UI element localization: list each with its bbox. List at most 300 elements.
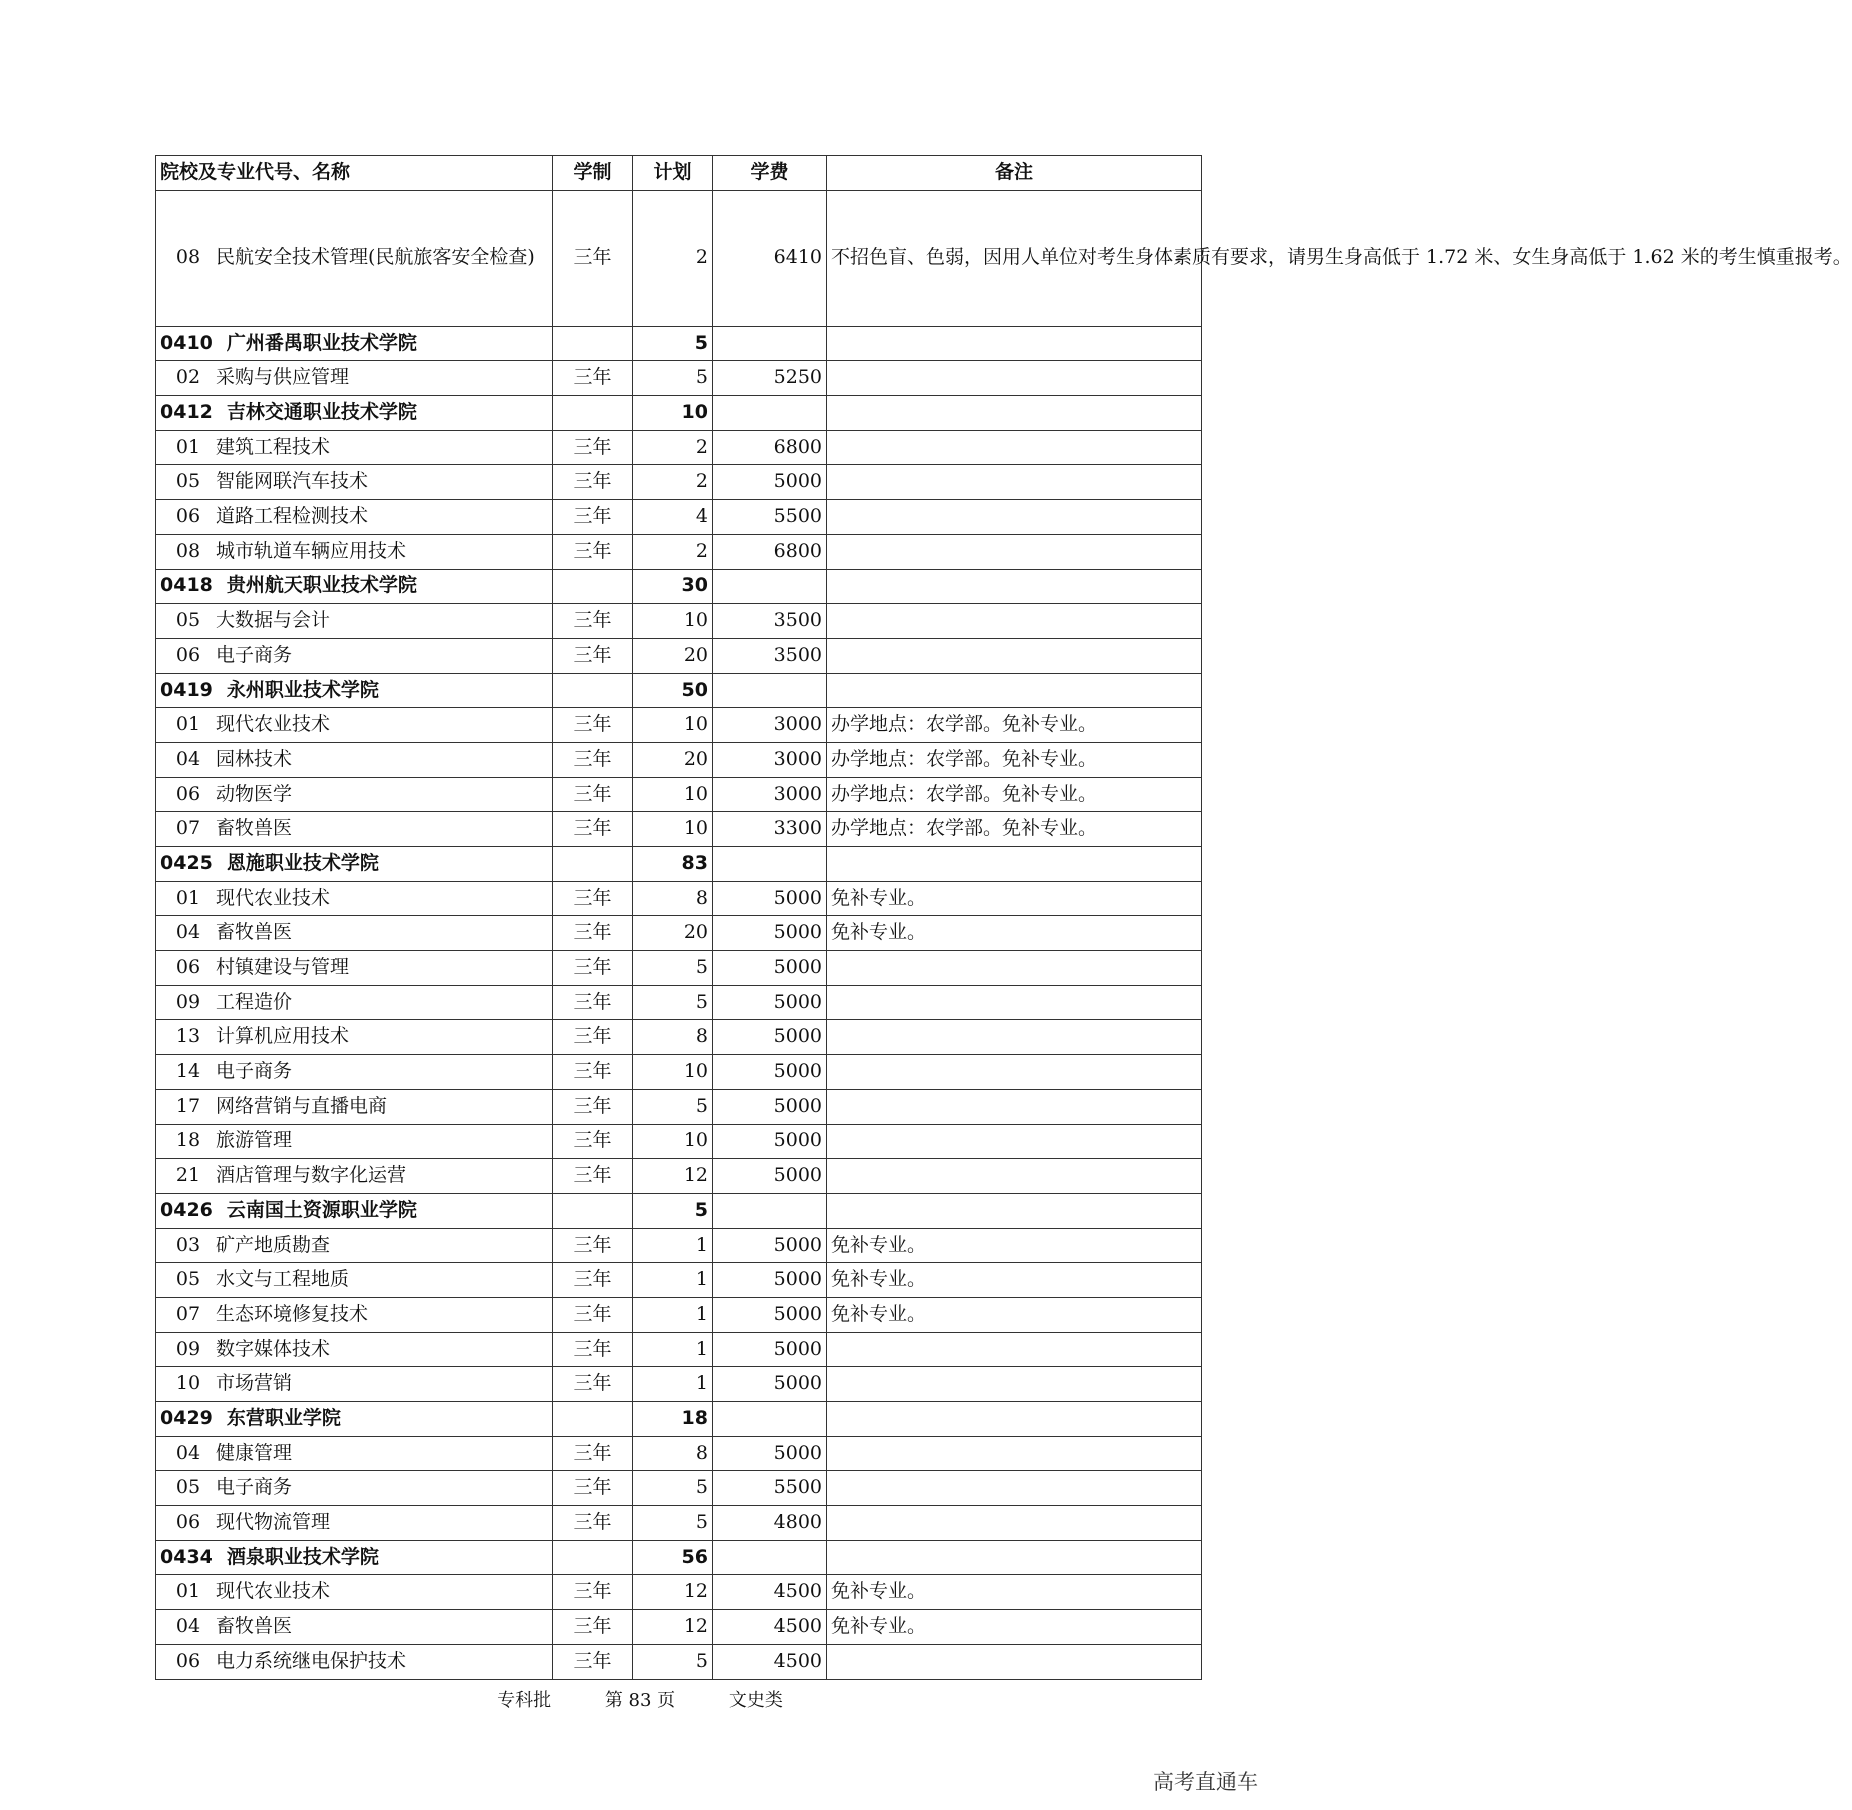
note-cell	[827, 673, 1202, 708]
school-name-cell	[156, 1193, 553, 1228]
major-name: 生态环境修复技术	[216, 1302, 369, 1325]
major-name: 水文与工程地质	[216, 1268, 350, 1291]
plan-cell: 20	[633, 916, 713, 951]
major-code: 07	[175, 817, 201, 840]
major-code: 14	[175, 1060, 201, 1083]
fee-cell: 4500	[713, 1610, 827, 1645]
note-cell	[827, 361, 1202, 396]
major-name: 民航安全技术管理(民航旅客安全检查)	[216, 246, 535, 269]
fee-cell: 6800	[713, 430, 827, 465]
major-name: 电子商务	[216, 643, 293, 666]
table-row	[156, 1367, 1202, 1402]
plan-cell: 5	[633, 1644, 713, 1679]
plan-cell: 10	[633, 604, 713, 639]
school-row	[156, 847, 1202, 882]
major-name: 畜牧兽医	[216, 921, 293, 944]
table-row	[156, 708, 1202, 743]
note-cell: 免补专业。	[827, 881, 1202, 916]
note-cell	[827, 1367, 1202, 1402]
note-cell	[827, 569, 1202, 604]
major-name: 工程造价	[216, 990, 293, 1013]
school-name-cell	[156, 673, 553, 708]
years-cell: 三年	[553, 1055, 633, 1090]
major-name: 现代物流管理	[216, 1511, 331, 1534]
plan-cell: 2	[633, 534, 713, 569]
major-code: 09	[175, 1337, 201, 1360]
major-name-cell	[156, 1332, 553, 1367]
table-row	[156, 1055, 1202, 1090]
note-cell	[827, 1193, 1202, 1228]
note-cell	[827, 500, 1202, 535]
major-name: 畜牧兽医	[216, 1615, 293, 1638]
years-cell: 三年	[553, 500, 633, 535]
fee-cell: 5250	[713, 361, 827, 396]
table-row	[156, 534, 1202, 569]
years-cell: 三年	[553, 1332, 633, 1367]
school-code: 0412	[160, 401, 213, 424]
school-code: 0429	[160, 1406, 213, 1429]
fee-cell: 5000	[713, 465, 827, 500]
major-name: 大数据与会计	[216, 609, 331, 632]
fee-cell: 5000	[713, 1332, 827, 1367]
header-fee: 学费	[713, 156, 827, 191]
fee-cell: 5000	[713, 1089, 827, 1124]
plan-cell: 5	[633, 951, 713, 986]
major-name: 计算机应用技术	[216, 1025, 350, 1048]
note-cell: 免补专业。	[827, 1575, 1202, 1610]
table-row	[156, 916, 1202, 951]
major-name-cell	[156, 1644, 553, 1679]
school-name: 恩施职业技术学院	[226, 851, 379, 874]
table-row	[156, 500, 1202, 535]
major-code: 08	[175, 246, 201, 269]
table-row	[156, 1089, 1202, 1124]
years-cell	[553, 1402, 633, 1437]
school-name: 广州番禺职业技术学院	[226, 331, 417, 354]
note-cell: 免补专业。	[827, 1263, 1202, 1298]
plan-cell: 20	[633, 742, 713, 777]
years-cell: 三年	[553, 1436, 633, 1471]
plan-cell: 56	[633, 1540, 713, 1575]
page-footer	[0, 1686, 1280, 1712]
note-cell: 办学地点：农学部。免补专业。	[827, 812, 1202, 847]
table-row	[156, 1436, 1202, 1471]
years-cell: 三年	[553, 812, 633, 847]
major-name: 电子商务	[216, 1476, 293, 1499]
table-row	[156, 361, 1202, 396]
fee-cell	[713, 847, 827, 882]
fee-cell: 3000	[713, 708, 827, 743]
major-name: 城市轨道车辆应用技术	[216, 539, 407, 562]
header-name: 院校及专业代号、名称	[156, 156, 553, 191]
major-code: 10	[175, 1372, 201, 1395]
major-code: 06	[175, 1649, 201, 1672]
years-cell	[553, 569, 633, 604]
major-name-cell	[156, 1020, 553, 1055]
major-code: 21	[175, 1164, 201, 1187]
plan-cell: 18	[633, 1402, 713, 1437]
major-name-cell	[156, 534, 553, 569]
fee-cell: 5000	[713, 1367, 827, 1402]
years-cell: 三年	[553, 1471, 633, 1506]
major-name-cell	[156, 1228, 553, 1263]
major-code: 01	[175, 1580, 201, 1603]
major-code: 04	[175, 1615, 201, 1638]
major-code: 02	[175, 366, 201, 389]
table-body	[156, 190, 1852, 1679]
plan-cell: 8	[633, 1436, 713, 1471]
major-name: 现代农业技术	[216, 1580, 331, 1603]
note-cell	[827, 396, 1202, 431]
major-name: 采购与供应管理	[216, 366, 350, 389]
school-row	[156, 326, 1202, 361]
footer-page: 第 83 页	[604, 1690, 676, 1711]
note-cell: 办学地点：农学部。免补专业。	[827, 742, 1202, 777]
major-name: 健康管理	[216, 1441, 293, 1464]
school-name-cell	[156, 569, 553, 604]
major-code: 01	[175, 886, 201, 909]
school-code: 0434	[160, 1545, 213, 1568]
major-code: 06	[175, 956, 201, 979]
school-name: 贵州航天职业技术学院	[226, 574, 417, 597]
note-cell	[827, 1159, 1202, 1194]
major-name-cell	[156, 190, 553, 326]
note-cell	[827, 1506, 1202, 1541]
major-name: 市场营销	[216, 1372, 293, 1395]
major-name-cell	[156, 777, 553, 812]
table-row	[156, 1610, 1202, 1645]
header-years: 学制	[553, 156, 633, 191]
years-cell: 三年	[553, 1644, 633, 1679]
major-name: 现代农业技术	[216, 713, 331, 736]
school-code: 0418	[160, 574, 213, 597]
years-cell: 三年	[553, 742, 633, 777]
years-cell	[553, 847, 633, 882]
note-cell: 免补专业。	[827, 1610, 1202, 1645]
school-name: 酒泉职业技术学院	[226, 1545, 379, 1568]
table-row	[156, 812, 1202, 847]
fee-cell: 6410	[713, 190, 827, 326]
fee-cell: 3500	[713, 604, 827, 639]
years-cell: 三年	[553, 1228, 633, 1263]
years-cell: 三年	[553, 534, 633, 569]
plan-cell: 10	[633, 708, 713, 743]
major-name-cell	[156, 951, 553, 986]
plan-cell: 5	[633, 1089, 713, 1124]
major-name-cell	[156, 985, 553, 1020]
table-row	[156, 742, 1202, 777]
fee-cell: 3000	[713, 742, 827, 777]
table-row	[156, 1575, 1202, 1610]
plan-cell: 2	[633, 465, 713, 500]
major-code: 04	[175, 921, 201, 944]
table-row	[156, 881, 1202, 916]
table-row	[156, 1020, 1202, 1055]
major-name: 村镇建设与管理	[216, 956, 350, 979]
school-name-cell	[156, 1540, 553, 1575]
note-cell	[827, 1540, 1202, 1575]
major-name-cell	[156, 500, 553, 535]
major-name: 电子商务	[216, 1060, 293, 1083]
years-cell	[553, 326, 633, 361]
years-cell: 三年	[553, 708, 633, 743]
major-name: 电力系统继电保护技术	[216, 1649, 407, 1672]
major-name-cell	[156, 1436, 553, 1471]
school-code: 0410	[160, 331, 213, 354]
plan-cell: 83	[633, 847, 713, 882]
fee-cell: 5000	[713, 951, 827, 986]
fee-cell: 5500	[713, 500, 827, 535]
major-name: 园林技术	[216, 747, 293, 770]
table-row	[156, 1506, 1202, 1541]
note-cell	[827, 1020, 1202, 1055]
years-cell: 三年	[553, 951, 633, 986]
fee-cell: 6800	[713, 534, 827, 569]
plan-cell: 1	[633, 1297, 713, 1332]
table-row	[156, 1159, 1202, 1194]
plan-cell: 5	[633, 326, 713, 361]
major-code: 03	[175, 1233, 201, 1256]
years-cell: 三年	[553, 1297, 633, 1332]
major-code: 13	[175, 1025, 201, 1048]
plan-cell: 50	[633, 673, 713, 708]
watermark-text: 高考直通车	[1153, 1770, 1258, 1794]
major-code: 06	[175, 782, 201, 805]
major-name-cell	[156, 465, 553, 500]
fee-cell: 5000	[713, 1020, 827, 1055]
table-row	[156, 1228, 1202, 1263]
plan-cell: 12	[633, 1159, 713, 1194]
major-code: 08	[175, 539, 201, 562]
school-row	[156, 1193, 1202, 1228]
years-cell: 三年	[553, 916, 633, 951]
note-cell: 免补专业。	[827, 916, 1202, 951]
fee-cell: 5000	[713, 1055, 827, 1090]
major-name-cell	[156, 708, 553, 743]
plan-cell: 1	[633, 1367, 713, 1402]
years-cell	[553, 1193, 633, 1228]
years-cell: 三年	[553, 1575, 633, 1610]
major-name-cell	[156, 916, 553, 951]
fee-cell: 5000	[713, 1124, 827, 1159]
note-cell	[827, 1089, 1202, 1124]
years-cell: 三年	[553, 1367, 633, 1402]
years-cell: 三年	[553, 361, 633, 396]
school-row	[156, 569, 1202, 604]
fee-cell: 5000	[713, 881, 827, 916]
enrollment-plan-table	[155, 155, 1852, 1680]
years-cell: 三年	[553, 604, 633, 639]
note-cell	[827, 985, 1202, 1020]
major-name: 数字媒体技术	[216, 1337, 331, 1360]
years-cell	[553, 1540, 633, 1575]
school-name: 永州职业技术学院	[226, 678, 379, 701]
fee-cell: 3000	[713, 777, 827, 812]
fee-cell	[713, 326, 827, 361]
major-code: 18	[175, 1129, 201, 1152]
fee-cell: 5000	[713, 1228, 827, 1263]
fee-cell: 5000	[713, 916, 827, 951]
years-cell: 三年	[553, 1159, 633, 1194]
table-row	[156, 638, 1202, 673]
major-name-cell	[156, 361, 553, 396]
plan-cell: 10	[633, 812, 713, 847]
major-name-cell	[156, 742, 553, 777]
note-cell	[827, 465, 1202, 500]
plan-cell: 2	[633, 430, 713, 465]
major-name-cell	[156, 1471, 553, 1506]
note-cell	[827, 951, 1202, 986]
note-cell	[827, 1332, 1202, 1367]
table-row	[156, 604, 1202, 639]
plan-cell: 12	[633, 1610, 713, 1645]
school-name-cell	[156, 326, 553, 361]
note-cell	[827, 1471, 1202, 1506]
fee-cell: 4500	[713, 1575, 827, 1610]
table-row	[156, 1124, 1202, 1159]
years-cell: 三年	[553, 190, 633, 326]
major-name: 道路工程检测技术	[216, 505, 369, 528]
plan-cell: 5	[633, 1471, 713, 1506]
school-row	[156, 1540, 1202, 1575]
table-row	[156, 777, 1202, 812]
header-plan: 计划	[633, 156, 713, 191]
school-code: 0425	[160, 851, 213, 874]
note-cell	[827, 1436, 1202, 1471]
plan-cell: 10	[633, 777, 713, 812]
fee-cell	[713, 673, 827, 708]
plan-cell: 5	[633, 361, 713, 396]
table-row	[156, 985, 1202, 1020]
major-code: 01	[175, 435, 201, 458]
years-cell: 三年	[553, 638, 633, 673]
note-cell	[827, 534, 1202, 569]
major-name-cell	[156, 1367, 553, 1402]
note-cell: 不招色盲、色弱，因用人单位对考生身体素质有要求，请男生身高低于 1.72 米、女生身高低于 1.62 米的考生慎重报考。	[827, 190, 1202, 326]
plan-cell: 1	[633, 1332, 713, 1367]
years-cell: 三年	[553, 777, 633, 812]
table-row	[156, 1471, 1202, 1506]
fee-cell	[713, 1540, 827, 1575]
table-row	[156, 1263, 1202, 1298]
major-name: 建筑工程技术	[216, 435, 331, 458]
major-name-cell	[156, 1055, 553, 1090]
major-name-cell	[156, 1506, 553, 1541]
fee-cell: 3500	[713, 638, 827, 673]
table-row	[156, 1297, 1202, 1332]
major-code: 05	[175, 470, 201, 493]
fee-cell: 4800	[713, 1506, 827, 1541]
school-row	[156, 673, 1202, 708]
plan-cell: 10	[633, 1124, 713, 1159]
plan-cell: 8	[633, 1020, 713, 1055]
fee-cell: 3300	[713, 812, 827, 847]
fee-cell: 5000	[713, 1159, 827, 1194]
major-name: 动物医学	[216, 782, 293, 805]
table-row	[156, 1644, 1202, 1679]
note-cell	[827, 430, 1202, 465]
plan-cell: 8	[633, 881, 713, 916]
school-code: 0419	[160, 678, 213, 701]
major-code: 05	[175, 1476, 201, 1499]
years-cell	[553, 673, 633, 708]
major-name: 旅游管理	[216, 1129, 293, 1152]
major-name-cell	[156, 638, 553, 673]
major-name: 畜牧兽医	[216, 817, 293, 840]
major-name-cell	[156, 430, 553, 465]
fee-cell: 4500	[713, 1644, 827, 1679]
plan-cell: 10	[633, 1055, 713, 1090]
table-row	[156, 465, 1202, 500]
school-name-cell	[156, 847, 553, 882]
major-code: 04	[175, 747, 201, 770]
plan-cell: 5	[633, 1506, 713, 1541]
fee-cell: 5000	[713, 1263, 827, 1298]
major-name-cell	[156, 1089, 553, 1124]
major-code: 05	[175, 1268, 201, 1291]
note-cell	[827, 1055, 1202, 1090]
school-row	[156, 1402, 1202, 1437]
plan-cell: 5	[633, 985, 713, 1020]
years-cell: 三年	[553, 1506, 633, 1541]
plan-cell: 10	[633, 396, 713, 431]
table-row	[156, 1332, 1202, 1367]
years-cell: 三年	[553, 1610, 633, 1645]
years-cell: 三年	[553, 1089, 633, 1124]
major-name-cell	[156, 1610, 553, 1645]
school-code: 0426	[160, 1198, 213, 1221]
plan-cell: 1	[633, 1263, 713, 1298]
fee-cell	[713, 396, 827, 431]
school-name: 吉林交通职业技术学院	[226, 401, 417, 424]
note-cell: 办学地点：农学部。免补专业。	[827, 777, 1202, 812]
note-cell	[827, 1644, 1202, 1679]
major-name: 现代农业技术	[216, 886, 331, 909]
note-cell	[827, 326, 1202, 361]
years-cell: 三年	[553, 1263, 633, 1298]
major-code: 06	[175, 643, 201, 666]
major-name: 网络营销与直播电商	[216, 1094, 388, 1117]
plan-cell: 4	[633, 500, 713, 535]
major-name-cell	[156, 1575, 553, 1610]
years-cell: 三年	[553, 430, 633, 465]
years-cell: 三年	[553, 1020, 633, 1055]
school-name: 东营职业学院	[226, 1406, 341, 1429]
years-cell: 三年	[553, 985, 633, 1020]
fee-cell: 5500	[713, 1471, 827, 1506]
major-name: 智能网联汽车技术	[216, 470, 369, 493]
plan-cell: 1	[633, 1228, 713, 1263]
fee-cell: 5000	[713, 985, 827, 1020]
school-name: 云南国土资源职业学院	[226, 1198, 417, 1221]
years-cell: 三年	[553, 1124, 633, 1159]
major-code: 01	[175, 713, 201, 736]
major-code: 17	[175, 1094, 201, 1117]
plan-cell: 30	[633, 569, 713, 604]
fee-cell	[713, 1193, 827, 1228]
fee-cell	[713, 569, 827, 604]
note-cell	[827, 847, 1202, 882]
table-header-row	[156, 156, 1202, 191]
major-code: 06	[175, 505, 201, 528]
major-code: 06	[175, 1511, 201, 1534]
major-code: 04	[175, 1441, 201, 1464]
table-row	[156, 951, 1202, 986]
major-name-cell	[156, 881, 553, 916]
years-cell	[553, 396, 633, 431]
note-cell: 办学地点：农学部。免补专业。	[827, 708, 1202, 743]
header-note: 备注	[827, 156, 1202, 191]
